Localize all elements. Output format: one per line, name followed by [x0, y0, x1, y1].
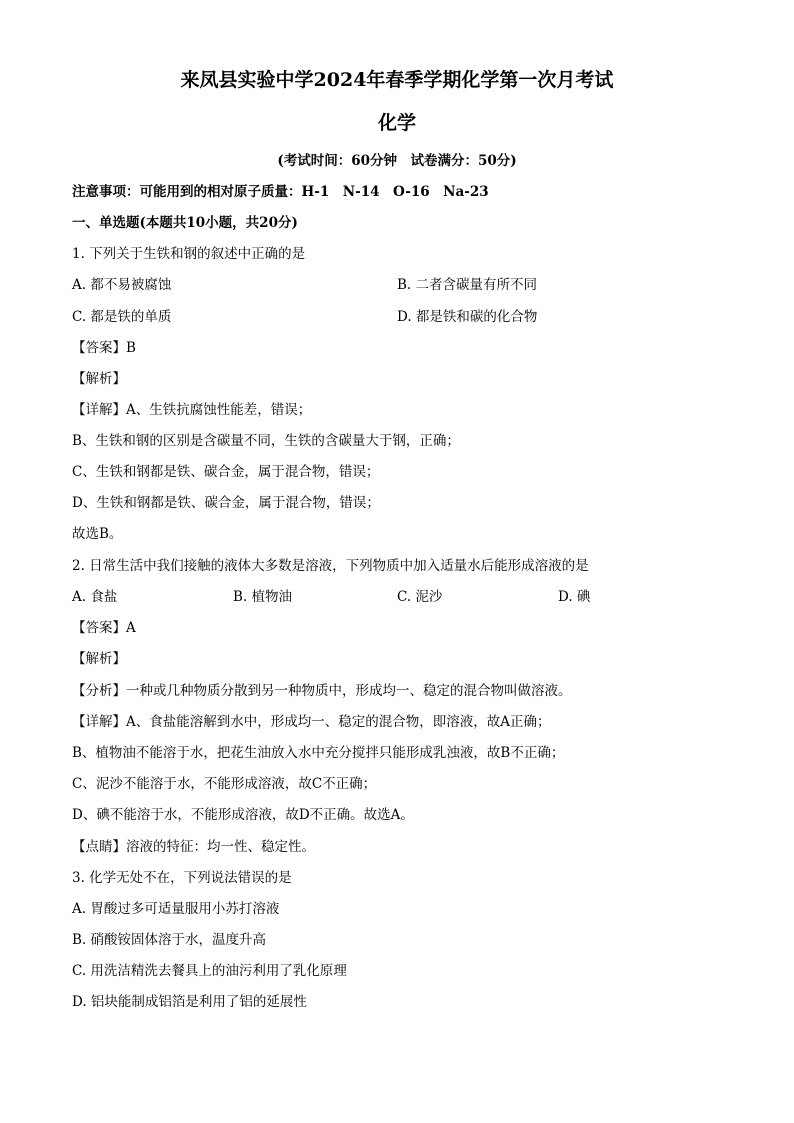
q1-analysis-label: 【解析】: [72, 371, 126, 387]
q1-stem: 1. 下列关于生铁和钢的叙述中正确的是: [72, 246, 306, 262]
q1-detail-line: 故选B。: [72, 526, 123, 542]
q2-detail-line: 【分析】一种或几种物质分散到另一种物质中，形成均一、稳定的混合物叫做溶液。: [72, 683, 572, 699]
exam-title: 来凤县实验中学2024年春季学期化学第一次月考试: [180, 69, 614, 91]
q2-option-b: B. 植物油: [233, 589, 293, 605]
q1-option-b: B. 二者含碳量有所不同: [397, 277, 538, 293]
q3-option-b: B. 硝酸铵固体溶于水，温度升高: [72, 932, 267, 948]
q2-analysis-label: 【解析】: [72, 651, 126, 667]
notice: 注意事项：可能用到的相对原子质量：H-1 N-14 O-16 Na-23: [72, 184, 489, 200]
q2-detail-line: B、植物油不能溶于水，把花生油放入水中充分搅拌只能形成乳浊液，故B不正确；: [72, 745, 565, 761]
q2-option-a: A. 食盐: [72, 589, 118, 605]
exam-info: (考试时间：60分钟 试卷满分：50分): [277, 153, 517, 169]
q2-detail-line: 【详解】A、食盐能溶解到水中，形成均一、稳定的混合物，即溶液，故A正确；: [72, 714, 551, 730]
q1-option-d: D. 都是铁和碳的化合物: [397, 309, 538, 325]
q2-detail-line: 【点睛】溶液的特征：均一性、稳定性。: [72, 839, 315, 855]
q1-detail-line: B、生铁和钢的区别是含碳量不同，生铁的含碳量大于钢，正确；: [72, 433, 460, 449]
q1-detail-line: 【详解】A、生铁抗腐蚀性能差，错误；: [72, 402, 312, 418]
q1-answer: 【答案】B: [72, 340, 136, 356]
q2-option-d: D. 碘: [558, 589, 591, 605]
q2-option-c: C. 泥沙: [397, 589, 443, 605]
q3-option-d: D. 铝块能制成铝箔是利用了铝的延展性: [72, 994, 307, 1010]
q2-stem: 2. 日常生活中我们接触的液体大多数是溶液，下列物质中加入适量水后能形成溶液的是: [72, 558, 589, 574]
q2-answer: 【答案】A: [72, 620, 136, 636]
section-heading: 一、单选题(本题共10小题，共20分): [72, 215, 298, 231]
q1-detail-line: D、生铁和钢都是铁、碳合金，属于混合物，错误；: [72, 495, 380, 511]
q3-option-c: C. 用洗洁精洗去餐具上的油污利用了乳化原理: [72, 963, 347, 979]
q2-detail-line: D、碘不能溶于水，不能形成溶液，故D不正确。故选A。: [72, 807, 414, 823]
q1-option-a: A. 都不易被腐蚀: [72, 277, 172, 293]
q3-stem: 3. 化学无处不在，下列说法错误的是: [72, 870, 292, 886]
q1-detail-line: C、生铁和钢都是铁、碳合金，属于混合物，错误；: [72, 464, 380, 480]
q1-option-c: C. 都是铁的单质: [72, 309, 172, 325]
subject-title: 化学: [377, 112, 416, 134]
q2-detail-line: C、泥沙不能溶于水，不能形成溶液，故C不正确；: [72, 776, 377, 792]
q3-option-a: A. 胃酸过多可适量服用小苏打溶液: [72, 901, 280, 917]
